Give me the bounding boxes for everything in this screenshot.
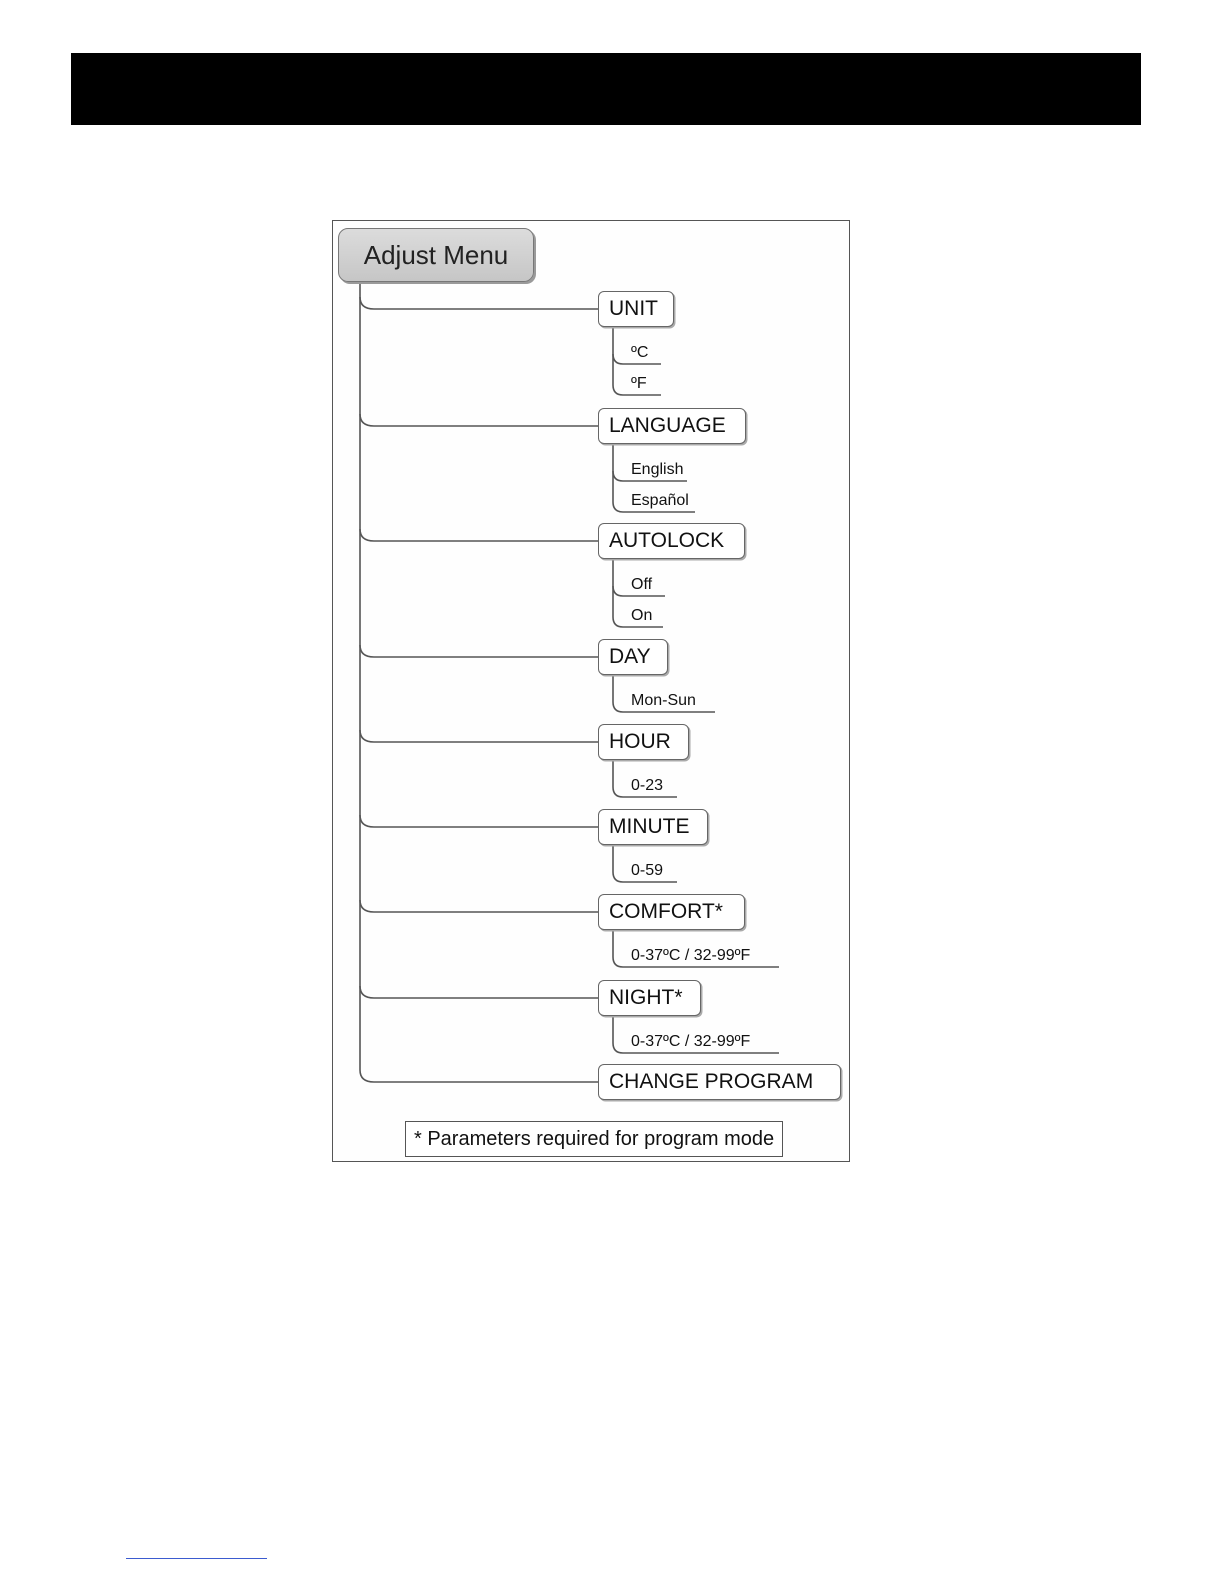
option-label: 0-37ºC / 32-99ºF [631,1033,751,1050]
branch-line [360,730,598,742]
menu-node: COMFORT* [598,894,745,930]
menu-node: MINUTE [598,809,708,845]
option-label: 0-59 [631,862,664,879]
menu-node: DAY [598,639,668,675]
branch-line [360,900,598,912]
branch-line [360,815,598,827]
option-label: Español [631,492,689,509]
option-label: ºF [631,375,647,392]
option-label: 0-23 [631,777,664,794]
option-label: English [631,461,684,478]
root-node-adjust-menu: Adjust Menu [338,228,534,282]
menu-node: LANGUAGE [598,408,746,444]
footnote-box: * Parameters required for program mode [405,1121,783,1157]
option-label: ºC [631,344,649,361]
option-label: On [631,607,653,624]
option-label: Off [631,576,653,593]
branch-line [360,297,598,309]
bottom-rule [126,1558,267,1559]
menu-node: HOUR [598,724,689,760]
menu-node: UNIT [598,291,674,327]
option-label: 0-37ºC / 32-99ºF [631,947,751,964]
branch-line [360,414,598,426]
option-label: Mon-Sun [631,692,696,709]
branch-line [360,986,598,998]
menu-node: AUTOLOCK [598,523,745,559]
branch-line [360,645,598,657]
menu-node: NIGHT* [598,980,701,1016]
menu-node: CHANGE PROGRAM [598,1064,841,1100]
branch-line [360,1070,598,1082]
branch-line [360,529,598,541]
